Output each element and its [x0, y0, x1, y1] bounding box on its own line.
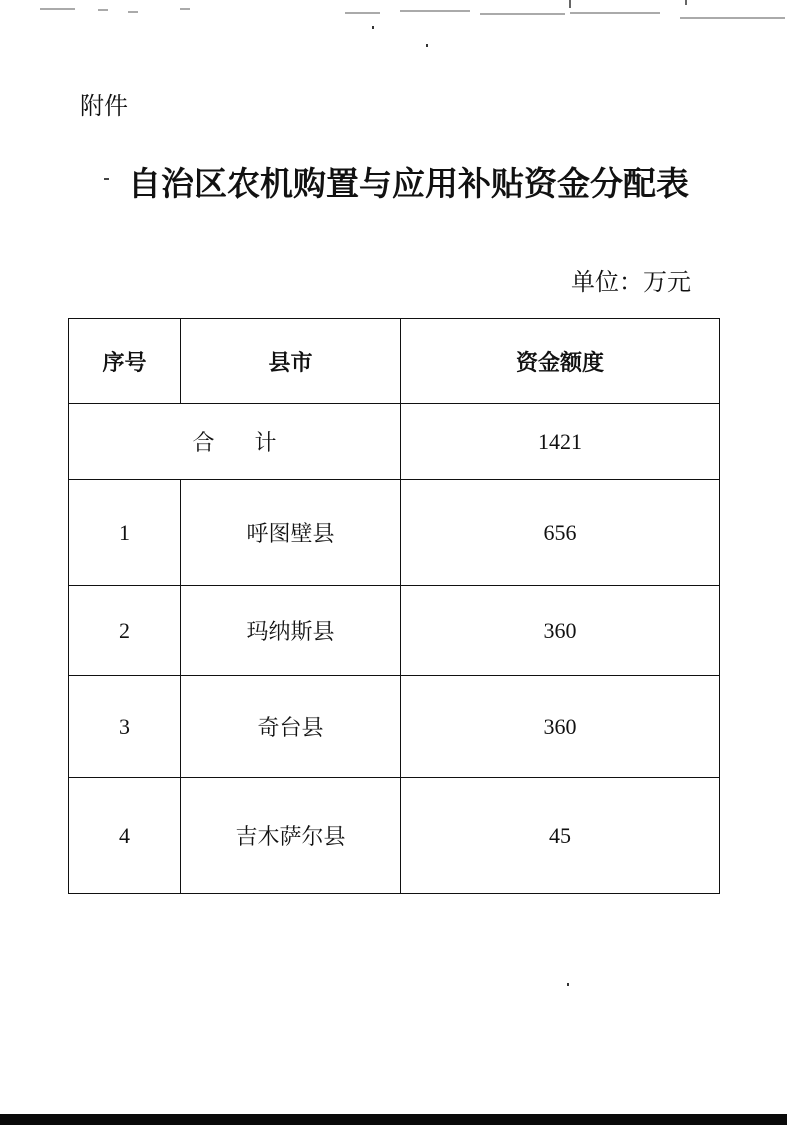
row-county: 玛纳斯县: [181, 586, 401, 676]
allocation-table: [68, 318, 720, 894]
header-amount: 资金额度: [401, 319, 720, 404]
attachment-label: 附件: [80, 92, 128, 120]
row-index: 1: [69, 480, 181, 586]
row-index: 3: [69, 676, 181, 778]
title-mark: [104, 178, 109, 180]
scan-speck: [426, 44, 428, 47]
header-index: 序号: [69, 319, 181, 404]
table-row: [69, 676, 720, 778]
row-amount: 360: [401, 586, 720, 676]
row-amount: 656: [401, 480, 720, 586]
row-amount: 45: [401, 778, 720, 894]
document-title: 自治区农机购置与应用补贴资金分配表: [128, 164, 689, 203]
scan-speck: [567, 983, 569, 986]
table-header-row: [69, 319, 720, 404]
row-amount: 360: [401, 676, 720, 778]
scan-edge-bottom: [0, 1114, 787, 1125]
row-index: 4: [69, 778, 181, 894]
table-row: [69, 586, 720, 676]
scan-speck: [372, 26, 374, 29]
table-total-row: [69, 404, 720, 480]
scan-artifact-top: [0, 0, 787, 30]
total-amount: 1421: [401, 404, 720, 480]
header-county: 县市: [181, 319, 401, 404]
table-row: [69, 480, 720, 586]
total-label: 合计: [69, 404, 401, 480]
row-county: 吉木萨尔县: [181, 778, 401, 894]
table-row: [69, 778, 720, 894]
row-county: 呼图壁县: [181, 480, 401, 586]
row-county: 奇台县: [181, 676, 401, 778]
unit-label: 单位：万元: [571, 268, 691, 296]
row-index: 2: [69, 586, 181, 676]
